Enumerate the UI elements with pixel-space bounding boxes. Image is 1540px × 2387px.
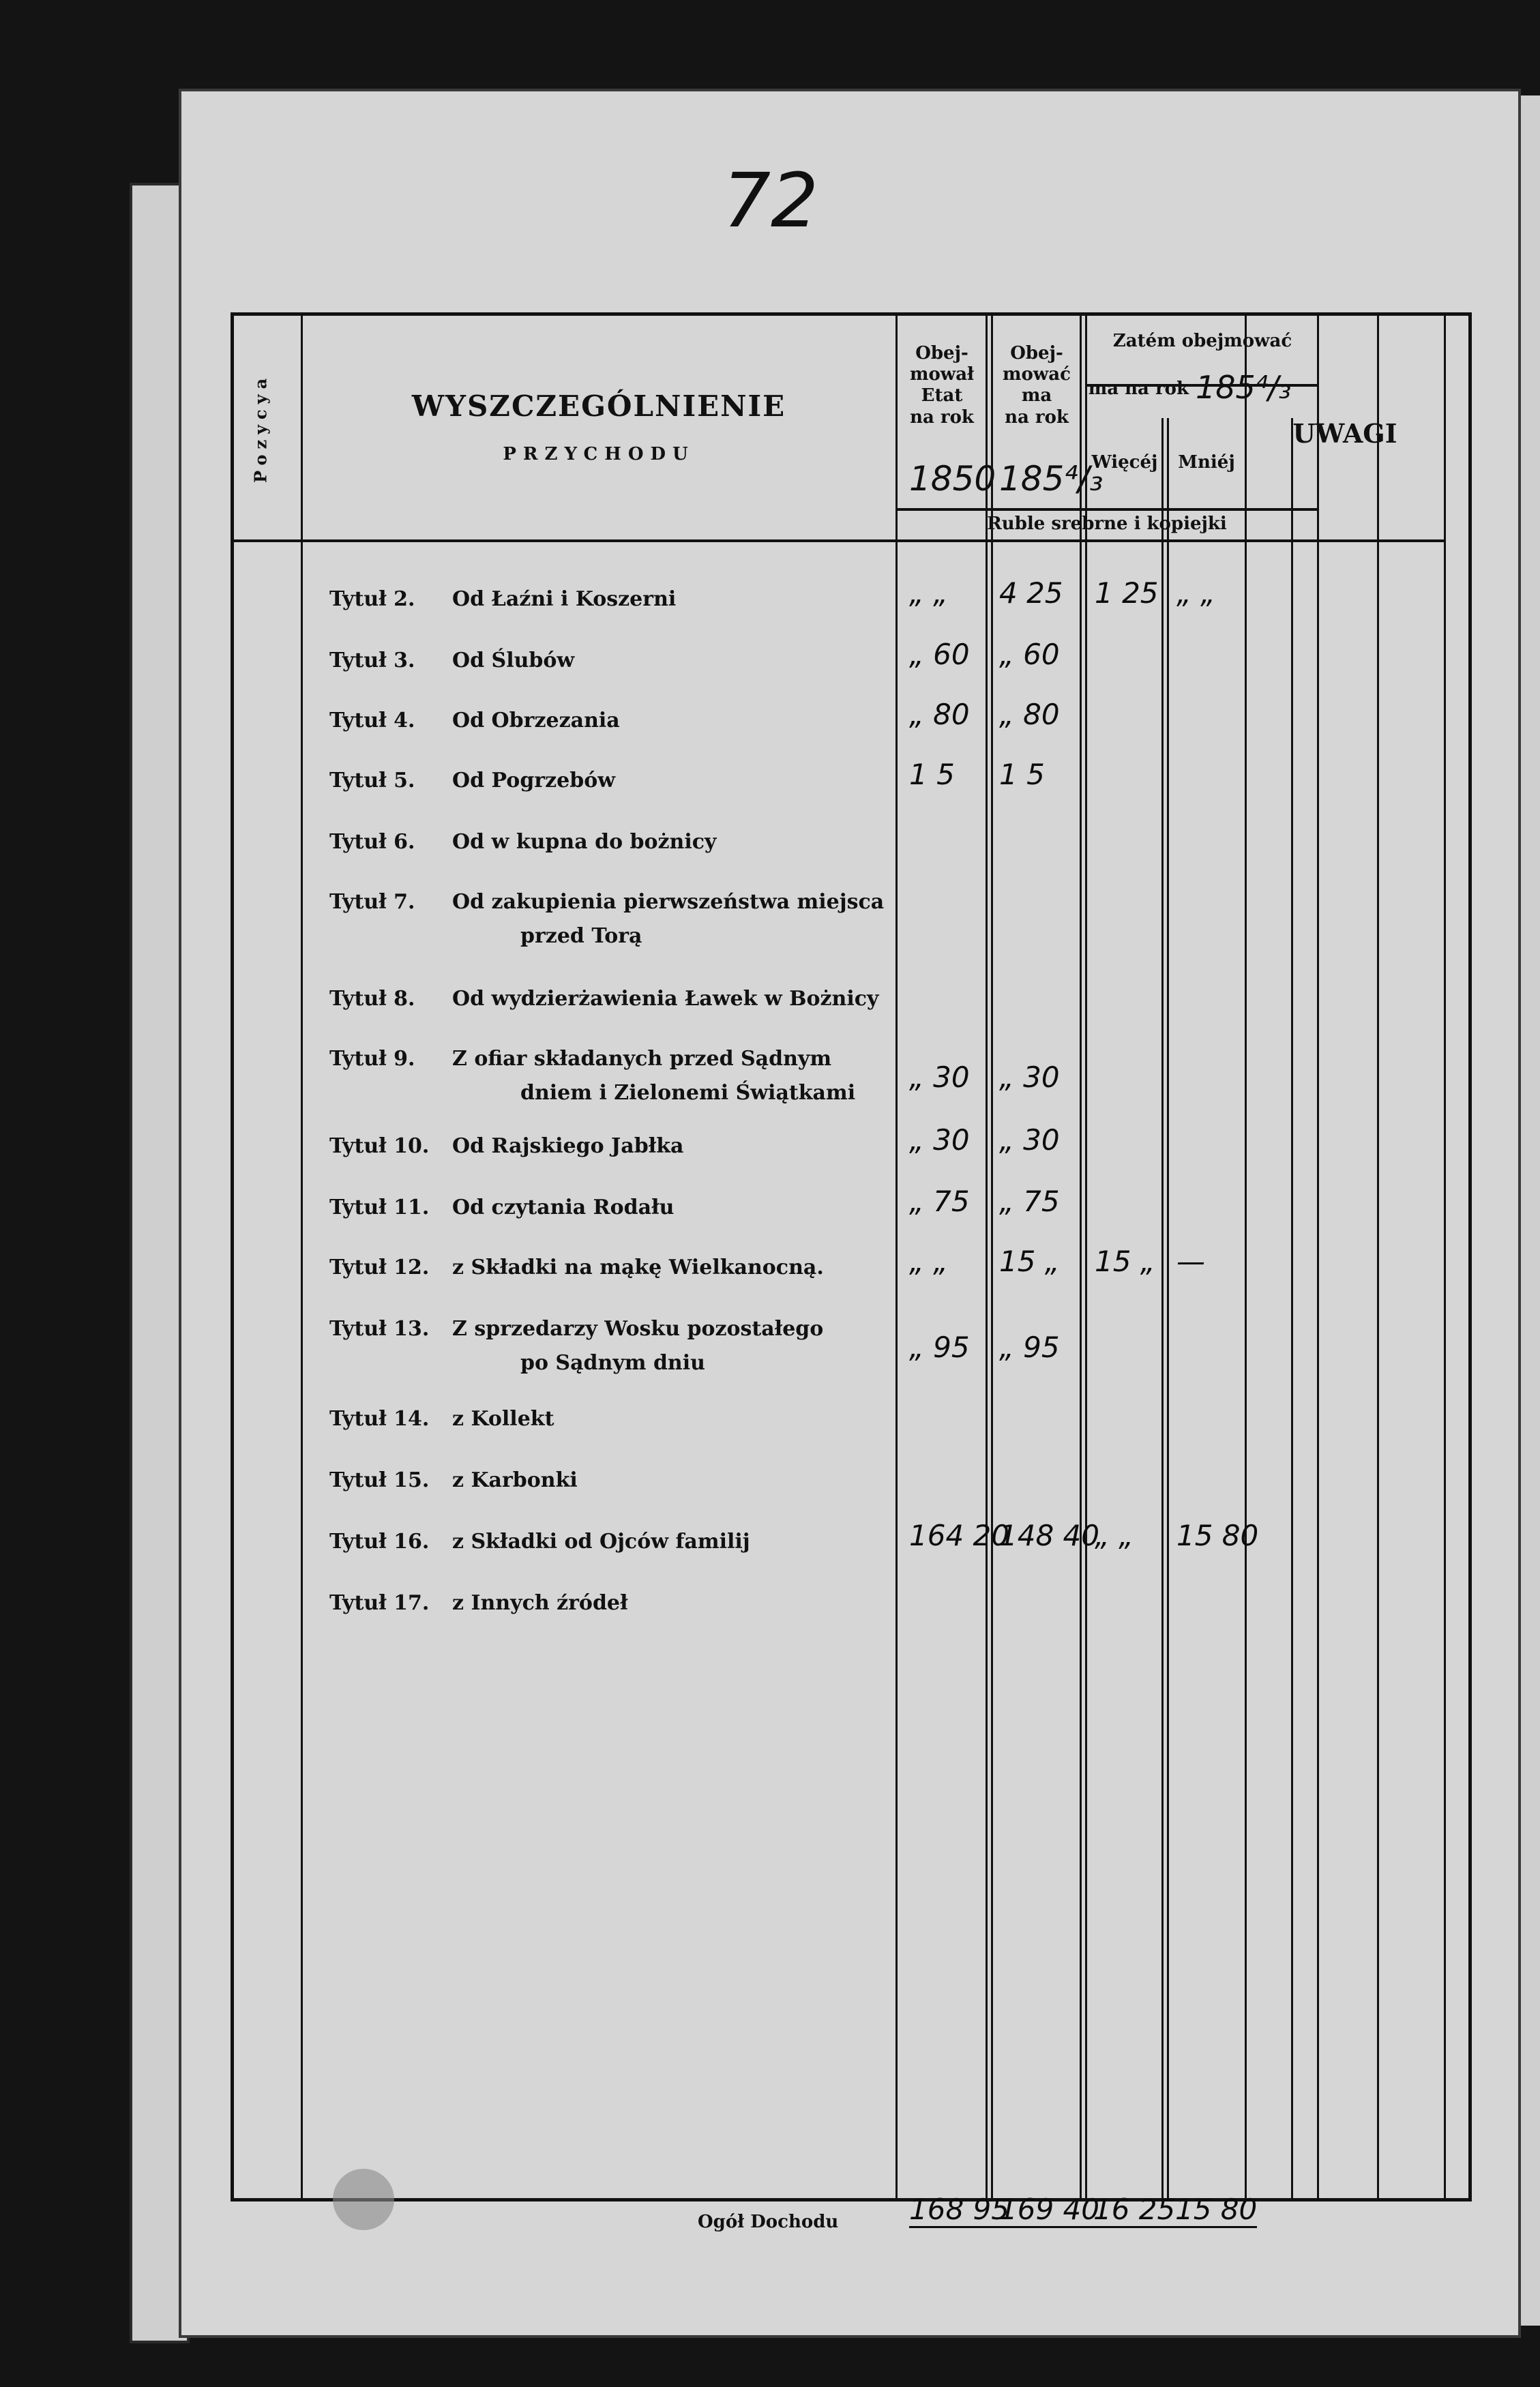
row-prefix: Tytuł 14. (329, 1407, 430, 1431)
header-col2-year: 185⁴/₃ (999, 459, 1104, 499)
column-rule (1377, 316, 1379, 2198)
row-etat-value: „ 30 (909, 1061, 970, 1094)
column-rule (895, 316, 898, 2198)
row-prefix: Tytuł 10. (329, 1134, 430, 1158)
row-description: Od zakupienia pierwszeństwa miejsca (452, 890, 885, 914)
column-rule (1085, 316, 1087, 2198)
row-description: Od w kupna do bożnicy (452, 830, 717, 854)
row-etat-value: „ 75 (909, 1185, 970, 1218)
row-wiecej-value: 1 25 (1095, 576, 1159, 610)
row-wiecej-value: 15 „ (1095, 1245, 1155, 1278)
row-prefix: Tytuł 15. (329, 1468, 430, 1492)
row-prefix: Tytuł 8. (329, 987, 415, 1011)
row-obejm-value: „ 60 (999, 638, 1060, 671)
header-col3-line2: ma na rok (1088, 379, 1189, 399)
row-description: z Składki od Ojców familij (452, 1530, 750, 1554)
row-description: z Karbonki (452, 1468, 578, 1492)
header-rule (895, 508, 1317, 511)
row-etat-value: „ 30 (909, 1123, 970, 1157)
row-prefix: Tytuł 12. (329, 1256, 430, 1279)
header-col1-year: 1850 (909, 459, 996, 499)
row-description: z Składki na mąkę Wielkanocną. (452, 1256, 824, 1279)
row-obejm-value: 15 „ (999, 1245, 1060, 1278)
header-col3-year: 185⁴/₃ (1196, 369, 1292, 406)
column-rule (1161, 418, 1164, 2198)
row-obejm-value: „ 30 (999, 1061, 1060, 1094)
total-label: Ogół Dochodu (698, 2212, 839, 2232)
row-etat-value: „ „ (909, 1245, 948, 1278)
column-rule (1317, 316, 1319, 2198)
row-prefix: Tytuł 17. (329, 1591, 430, 1615)
column-rule (1080, 316, 1082, 2198)
row-mniej-value: — (1176, 1245, 1205, 1278)
header-col3-top: Zatém obejmować (1112, 331, 1292, 351)
row-prefix: Tytuł 16. (329, 1530, 430, 1554)
row-prefix: Tytuł 4. (329, 709, 415, 732)
row-obejm-value: 1 5 (999, 758, 1045, 791)
total-wiecej: 16 25 (1093, 2193, 1175, 2228)
row-description: Od czytania Rodału (452, 1196, 675, 1219)
row-description-cont: dniem i Zielonemi Świątkami (520, 1081, 856, 1105)
row-description-cont: po Sądnym dniu (520, 1351, 705, 1375)
header-col3-more: Więcéj (1091, 452, 1158, 473)
row-description: Od Rajskiego Jabłka (452, 1134, 684, 1158)
header-pozycya: Pozycya (250, 372, 271, 483)
header-units: Ruble srebrne i kopiejki (987, 514, 1227, 534)
row-prefix: Tytuł 9. (329, 1047, 415, 1071)
header-col2: Obej- mować ma na rok (1003, 343, 1071, 428)
column-rule (301, 316, 303, 2198)
row-prefix: Tytuł 13. (329, 1317, 430, 1341)
row-description: Od wydzierżawienia Ławek w Bożnicy (452, 987, 879, 1011)
row-description: z Innych źródeł (452, 1591, 628, 1615)
row-mniej-value: 15 80 (1176, 1519, 1259, 1552)
row-etat-value: 164 20 (909, 1519, 1009, 1552)
row-obejm-value: „ 95 (999, 1331, 1060, 1364)
total-obejm: 169 40 (999, 2193, 1099, 2228)
row-description: z Kollekt (452, 1407, 554, 1431)
header-title: WYSZCZEGÓLNIENIE (411, 389, 786, 423)
row-description: Z ofiar składanych przed Sądnym (452, 1047, 832, 1071)
row-obejm-value: „ 80 (999, 698, 1060, 731)
column-rule (991, 316, 993, 2198)
row-etat-value: „ 95 (909, 1331, 970, 1364)
row-description-cont: przed Torą (520, 924, 642, 948)
total-mniej: 15 80 (1175, 2193, 1257, 2228)
header-uwagi: UWAGI (1292, 418, 1397, 449)
folio-number: 72 (723, 157, 818, 244)
row-prefix: Tytuł 3. (329, 649, 415, 672)
row-description: Z sprzedarzy Wosku pozostałego (452, 1317, 824, 1341)
row-description: Od Obrzezania (452, 709, 620, 732)
row-etat-value: „ „ (909, 576, 948, 610)
row-description: Od Pogrzebów (452, 769, 616, 792)
row-etat-value: „ 80 (909, 698, 970, 731)
row-etat-value: „ 60 (909, 638, 970, 671)
row-description: Od Łaźni i Koszerni (452, 587, 677, 611)
row-prefix: Tytuł 11. (329, 1196, 430, 1219)
row-description: Od Ślubów (452, 649, 575, 672)
column-rule (1291, 418, 1293, 2198)
row-prefix: Tytuł 2. (329, 587, 415, 611)
row-prefix: Tytuł 7. (329, 890, 415, 914)
row-mniej-value: „ „ (1176, 576, 1215, 610)
row-prefix: Tytuł 6. (329, 830, 415, 854)
row-obejm-value: „ 30 (999, 1123, 1060, 1157)
row-obejm-value: 4 25 (999, 576, 1063, 610)
column-rule (1245, 316, 1247, 2198)
header-col3-less: Mniéj (1178, 452, 1235, 473)
row-obejm-value: „ 75 (999, 1185, 1060, 1218)
header-col1: Obej- mował Etat na rok (909, 343, 975, 428)
row-etat-value: 1 5 (909, 758, 955, 791)
row-prefix: Tytuł 5. (329, 769, 415, 792)
page-stain (333, 2169, 394, 2230)
row-obejm-value: 148 40 (999, 1519, 1099, 1552)
column-rule (986, 316, 988, 2198)
header-bottom-rule (234, 539, 1444, 542)
row-wiecej-value: „ „ (1095, 1519, 1134, 1552)
income-table (231, 312, 1472, 2232)
column-rule (1444, 316, 1446, 2198)
total-etat: 168 95 (909, 2193, 1009, 2228)
header-subtitle: PRZYCHODU (503, 444, 695, 464)
column-rule (1167, 418, 1169, 2198)
